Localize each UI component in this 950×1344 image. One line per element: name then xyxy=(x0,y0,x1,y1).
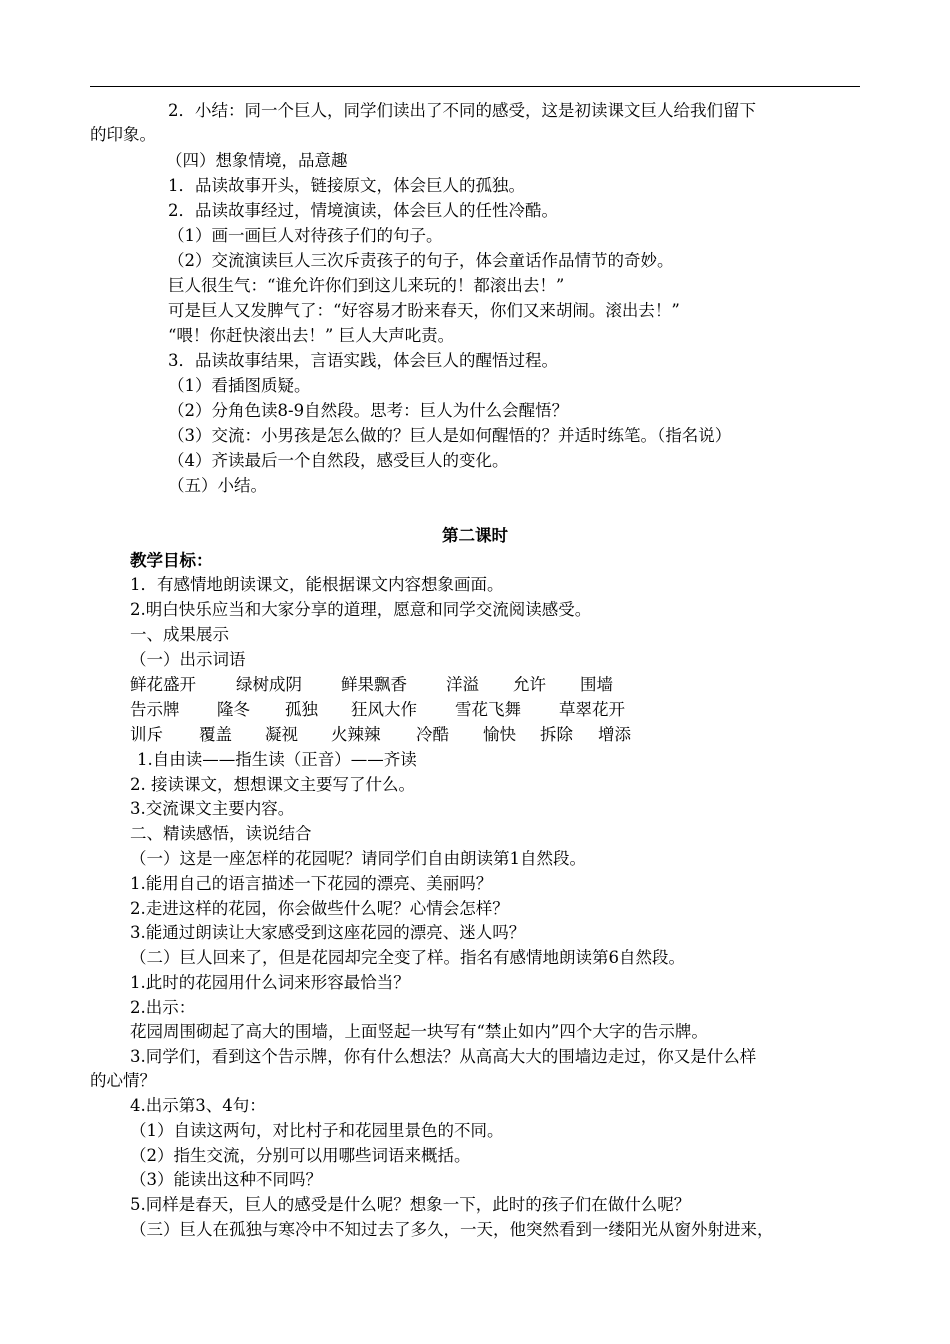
header-rule xyxy=(90,86,860,87)
quote-line: 巨人很生气：“谁允许你们到这儿来玩的！都滚出去！” xyxy=(168,276,565,295)
question-item-cont: 的心情？ xyxy=(90,1071,156,1090)
sub-step-text: （1）看插图质疑。 xyxy=(168,376,311,395)
sub-step-text: （1）自读这两句，对比村子和花园里景色的不同。 xyxy=(130,1121,504,1140)
question-item: 3.同学们，看到这个告示牌，你有什么想法？从高高大大的围墙边走过，你又是什么样 xyxy=(130,1047,757,1066)
goal-item: 2.明白快乐应当和大家分享的道理，愿意和同学交流阅读感受。 xyxy=(130,600,592,619)
goals-label: 教学目标： xyxy=(130,551,213,570)
goal-item: 1．有感情地朗读课文，能根据课文内容想象画面。 xyxy=(130,575,504,594)
word: 洋溢 xyxy=(446,675,479,694)
section-heading: 一、成果展示 xyxy=(130,625,229,644)
sub-step-text: （2）指生交流，分别可以用哪些词语来概括。 xyxy=(130,1146,471,1165)
word: 增添 xyxy=(598,725,631,744)
sub-step-text: （3）交流：小男孩是怎么做的？巨人是如何醒悟的？并适时练笔。（指名说） xyxy=(168,426,732,445)
reading-step: 2. 接读课文，想想课文主要写了什么。 xyxy=(130,775,415,794)
question-item: 2.出示： xyxy=(130,998,196,1017)
quote-line: “喂！你赶快滚出去！” 巨人大声叱责。 xyxy=(168,326,455,345)
lesson-title: 第二课时 xyxy=(442,526,508,545)
question-item: 1.能用自己的语言描述一下花园的漂亮、美丽吗？ xyxy=(130,874,493,893)
step-text: 3．品读故事结果，言语实践，体会巨人的醒悟过程。 xyxy=(168,351,558,370)
quote-line: 可是巨人又发脾气了：“好容易才盼来春天，你们又来胡闹。滚出去！” xyxy=(168,301,680,320)
word: 隆冬 xyxy=(217,700,250,719)
summary-line: 2．小结：同一个巨人，同学们读出了不同的感受，这是初读课文巨人给我们留下 xyxy=(168,101,756,120)
word: 狂风大作 xyxy=(351,700,417,719)
sub-section-heading: （二）巨人回来了，但是花园却完全变了样。指名有感情地朗读第6自然段。 xyxy=(130,948,685,967)
reading-step: 3.交流课文主要内容。 xyxy=(130,799,295,818)
word: 训斥 xyxy=(130,725,163,744)
section-heading: 二、精读感悟，读说结合 xyxy=(130,824,312,843)
sub-step-text: （1）画一画巨人对待孩子们的句子。 xyxy=(168,226,443,245)
word: 围墙 xyxy=(580,675,613,694)
word: 冷酷 xyxy=(416,725,449,744)
sub-step-text: （4）齐读最后一个自然段，感受巨人的变化。 xyxy=(168,451,509,470)
word: 草翠花开 xyxy=(559,700,625,719)
sub-section-heading: （一）出示词语 xyxy=(130,650,246,669)
word: 鲜花盛开 xyxy=(130,675,196,694)
section-heading: （五）小结。 xyxy=(168,476,267,495)
word: 孤独 xyxy=(285,700,318,719)
word: 拆除 xyxy=(540,725,573,744)
question-item: 3.能通过朗读让大家感受到这座花园的漂亮、迷人吗？ xyxy=(130,923,526,942)
question-item: 4.出示第3、4句： xyxy=(130,1096,266,1115)
word: 火辣辣 xyxy=(331,725,381,744)
sub-step-text: （3）能读出这种不同吗？ xyxy=(130,1170,322,1189)
display-text: 花园周围砌起了高大的围墙，上面竖起一块写有“禁止如内”四个大字的告示牌。 xyxy=(130,1022,708,1041)
question-item: 2.走进这样的花园，你会做些什么呢？心情会怎样？ xyxy=(130,899,509,918)
word: 允许 xyxy=(513,675,546,694)
step-text: 1．品读故事开头，链接原文，体会巨人的孤独。 xyxy=(168,176,525,195)
sub-step-text: （2）交流演读巨人三次斥责孩子的句子，体会童话作品情节的奇妙。 xyxy=(168,251,674,270)
reading-step: 1.自由读——指生读（正音）——齐读 xyxy=(137,750,417,769)
word: 雪花飞舞 xyxy=(455,700,521,719)
word: 覆盖 xyxy=(199,725,232,744)
word: 鲜果飘香 xyxy=(341,675,407,694)
sub-section-heading: （一）这是一座怎样的花园呢？请同学们自由朗读第1自然段。 xyxy=(130,849,586,868)
word: 告示牌 xyxy=(130,700,180,719)
sub-step-text: （2）分角色读8-9自然段。思考：巨人为什么会醒悟？ xyxy=(168,401,569,420)
question-item: 5.同样是春天，巨人的感受是什么呢？想象一下，此时的孩子们在做什么呢？ xyxy=(130,1195,691,1214)
step-text: 2．品读故事经过，情境演读，体会巨人的任性冷酷。 xyxy=(168,201,558,220)
word: 凝视 xyxy=(265,725,298,744)
question-item: 1.此时的花园用什么词来形容最恰当？ xyxy=(130,973,410,992)
sub-section-heading: （三）巨人在孤独与寒冷中不知过去了多久，一天，他突然看到一缕阳光从窗外射进来， xyxy=(130,1220,774,1239)
summary-line-cont: 的印象。 xyxy=(90,125,156,144)
word: 绿树成阴 xyxy=(236,675,302,694)
section-heading: （四）想象情境，品意趣 xyxy=(166,151,348,170)
word: 愉快 xyxy=(483,725,516,744)
